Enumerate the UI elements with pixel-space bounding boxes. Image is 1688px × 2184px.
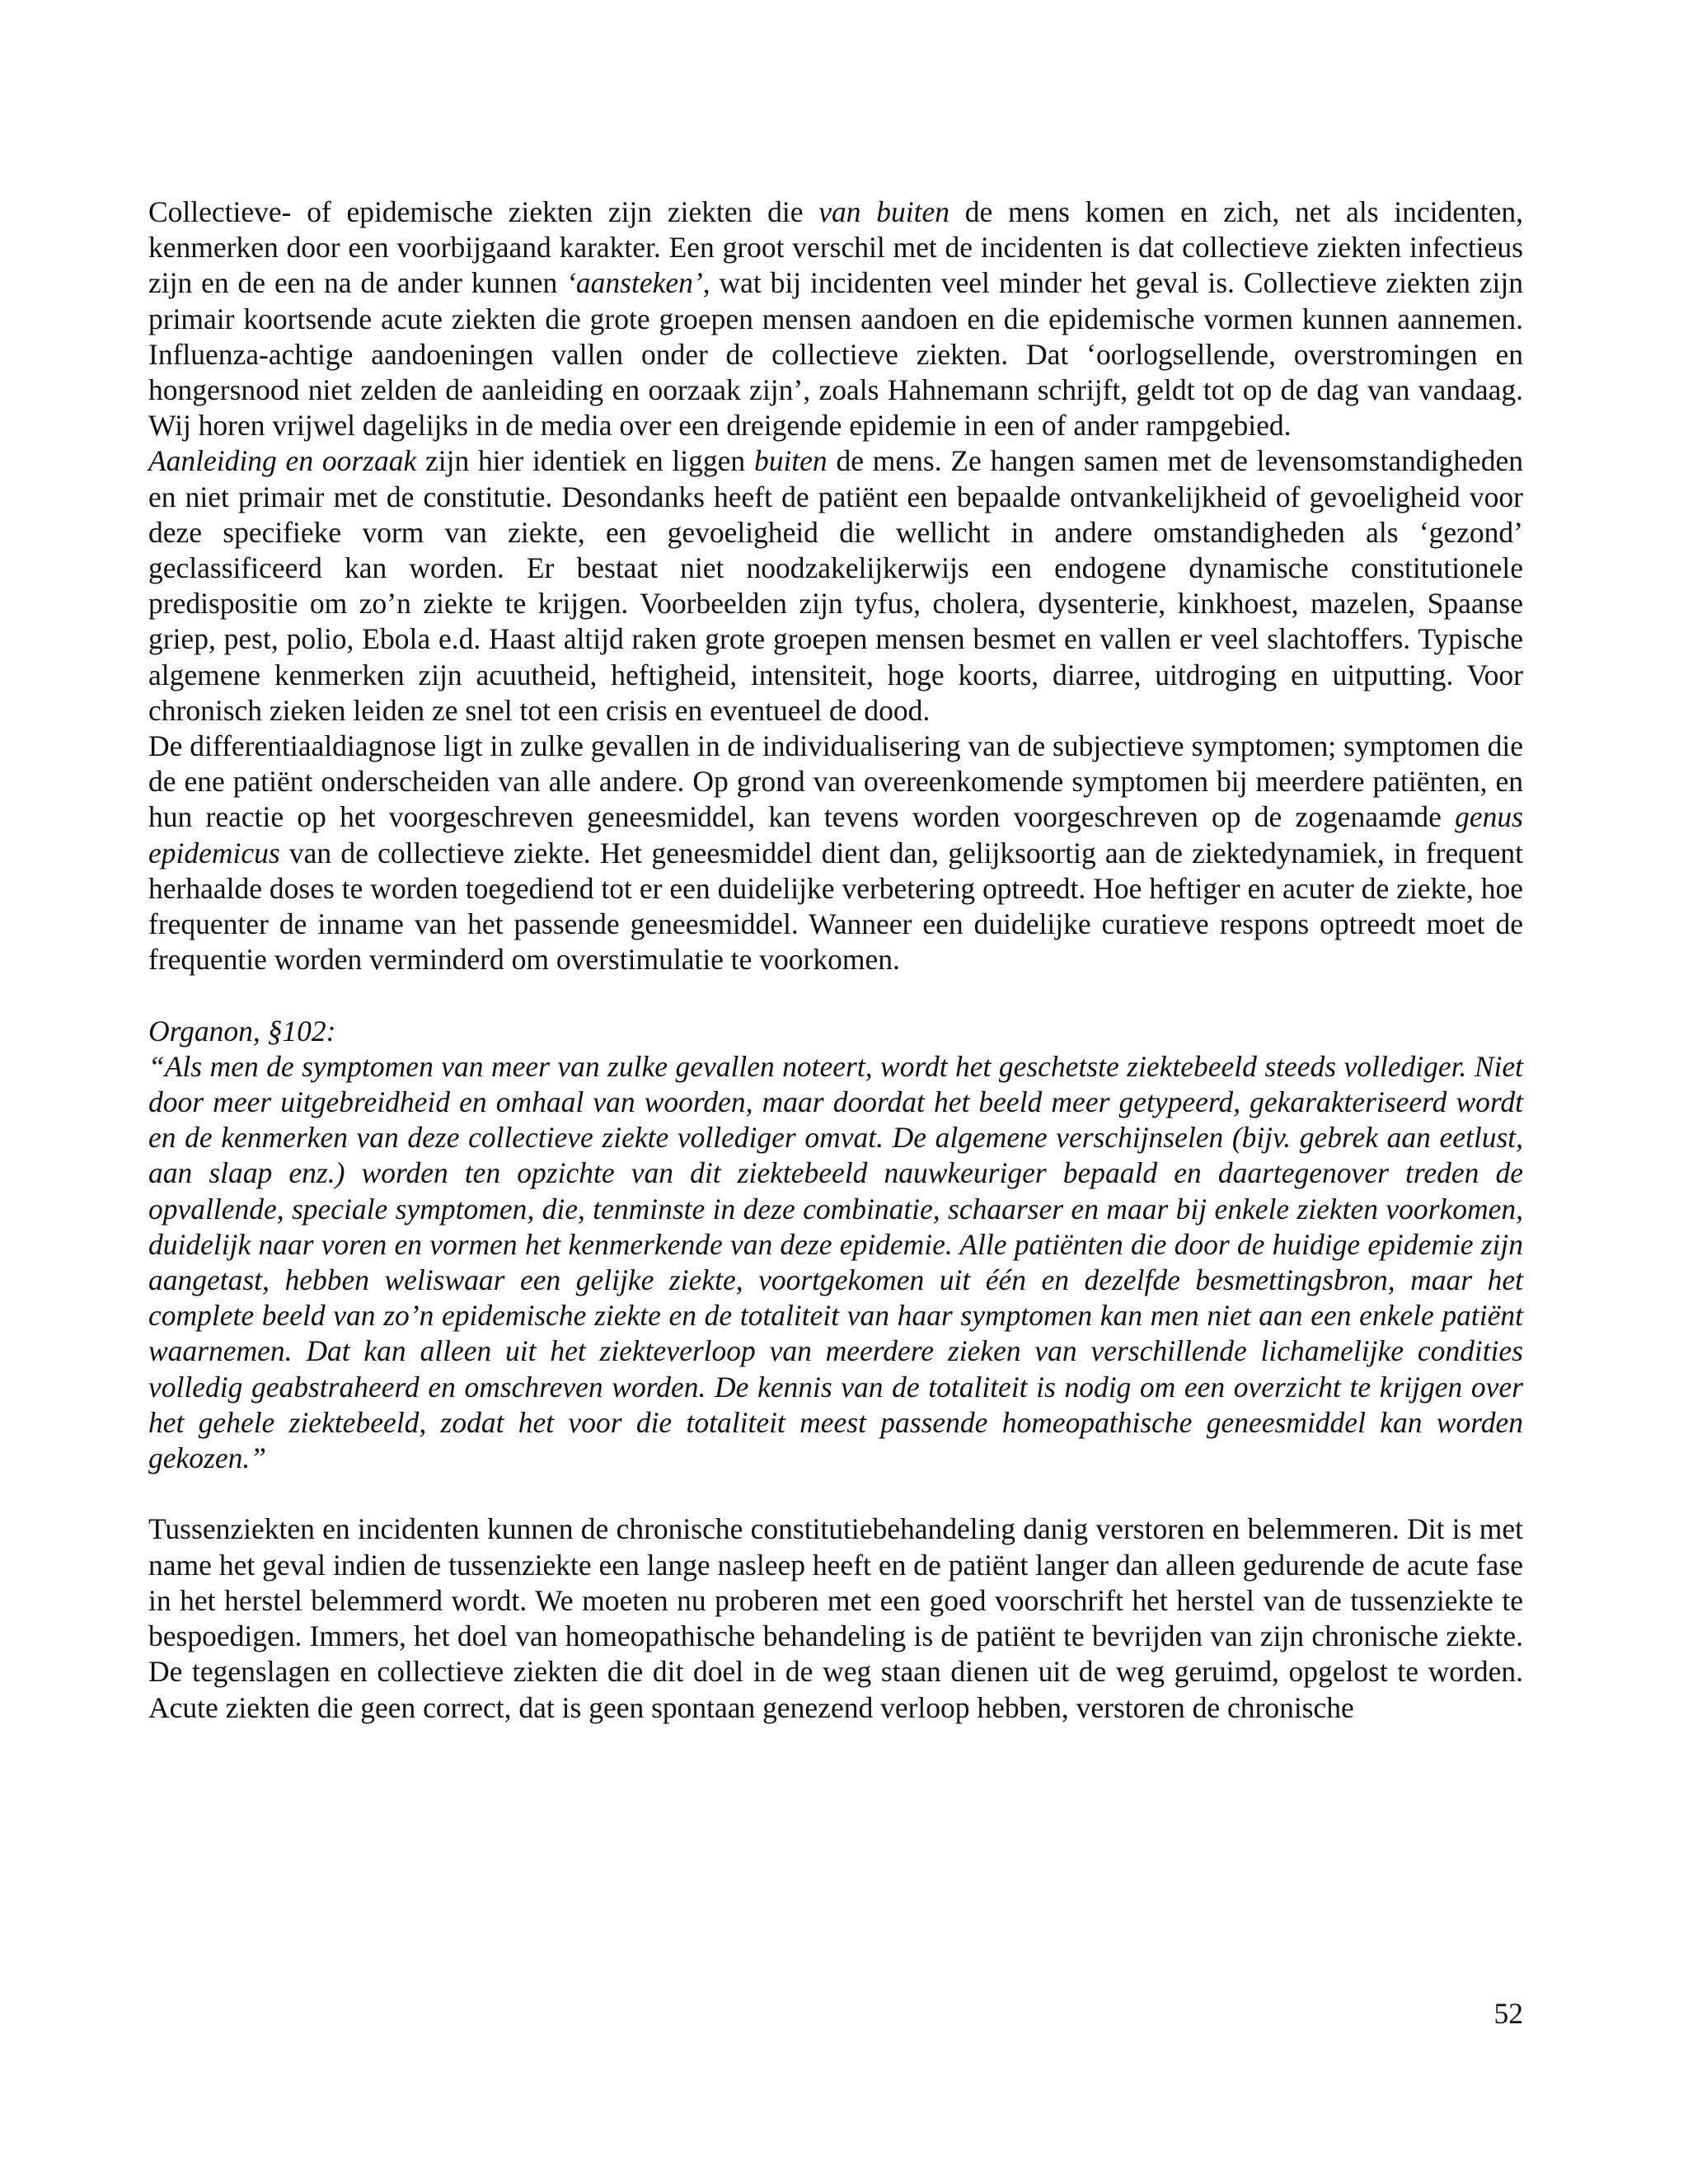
paragraph-differential-diagnosis	[148, 729, 1523, 977]
text-segment: van de collectieve ziekte. Het geneesmiddel dient dan, gelijksoortig aan de ziektedynamiek, in frequent herhaalde doses te worden toegediend tot er een duidelijke verbetering optreedt. Hoe heftiger en acuter de ziekte, hoe frequenter de inname van het passende geneesmiddel. Wanneer een duidelijke curatieve respons optreedt moet de frequentie worden verminderd om overstimulatie te voorkomen.	[148, 836, 1523, 977]
page-body	[148, 194, 1523, 1726]
paragraph-gap	[148, 977, 1523, 1013]
emphasis-buiten: buiten	[753, 444, 828, 478]
text-segment: zijn hier identiek en liggen	[416, 444, 754, 478]
emphasis-aansteken: ‘aansteken’	[566, 266, 703, 300]
paragraph-cause	[148, 443, 1523, 729]
emphasis-genus-epidemicus: genus epidemicus	[148, 800, 1523, 869]
text-segment: Collectieve- of epidemische ziekten zijn ziekten die	[148, 195, 819, 228]
paragraph-intercurrent-diseases: Tussenziekten en incidenten kunnen de chronische constitutiebehandeling danig verstoren en belemmeren. Dit is met name het geval indien de tussenziekte een lange nasleep heeft en de patiënt langer dan alleen gedurende de acute fase in het herstel belemmerd wordt. We moeten nu proberen met een goed voorschrift het herstel van de tussenziekte te bespoedigen. Immers, het doel van homeopathische behandeling is de patiënt te bevrijden van zijn chronische ziekte. De tegenslagen en collectieve ziekten die dit doel in de weg staan dienen uit de weg geruimd, opgelost te worden. Acute ziekten die geen correct, dat is geen spontaan genezend verloop hebben, verstoren de chronische	[148, 1512, 1523, 1724]
page-number: 52	[1493, 1997, 1523, 2030]
paragraph-gap	[148, 1476, 1523, 1511]
text-segment: , wat bij incidenten veel minder het geval is. Collectieve ziekten zijn primair koortsende acute ziekten die grote groepen mensen aandoen en die epidemische vormen kunnen aannemen. Influenza-achtige aandoeningen vallen onder de collectieve ziekten. Dat ‘oorlogsellende, overstromingen en hongersnood niet zelden de aanleiding en oorzaak zijn’, zoals Hahnemann schrijft, geldt tot op de dag van vandaag. Wij horen vrijwel dagelijks in de media over een dreigende epidemie in een of ander rampgebied.	[148, 266, 1523, 443]
text-segment: de mens. Ze hangen samen met de levensomstandigheden en niet primair met de constitutie. Desondanks heeft de patiënt een bepaalde ontvankelijkheid of gevoeligheid voor deze specifieke vorm van ziekte, een gevoeligheid die wellicht in andere omstandigheden als ‘gezond’ geclassificeerd kan worden. Er bestaat niet noodzakelijkerwijs een endogene dynamische constitutionele predispositie om zo’n ziekte te krijgen. Voorbeelden zijn tyfus, cholera, dysenterie, kinkhoest, mazelen, Spaanse griep, pest, polio, Ebola e.d. Haast altijd raken grote groepen mensen besmet en vallen er veel slachtoffers. Typische algemene kenmerken zijn acuutheid, heftigheid, intensiteit, hoge koorts, diarree, uitdroging en uitputting. Voor chronisch zieken leiden ze snel tot een crisis en eventueel de dood.	[148, 444, 1523, 727]
quote-reference: Organon, §102:	[148, 1014, 336, 1047]
quote-organon-102: “Als men de symptomen van meer van zulke gevallen noteert, wordt het geschetste ziektebeeld steeds vollediger. Niet door meer uitgebreidheid en omhaal van woorden, maar doordat het beeld meer getypeerd, gekarakteriseerd wordt en de kenmerken van deze collectieve ziekte vollediger omvat. De algemene verschijnselen (bijv. gebrek aan eetlust, aan slaap enz.) worden ten opzichte van dit ziektebeeld nauwkeuriger bepaald en daartegenover treden de opvallende, speciale symptomen, die, tenminste in deze combinatie, schaarser en maar bij enkele ziekten voorkomen, duidelijk naar voren en vormen het kenmerkende van deze epidemie. Alle patiënten die door de huidige epidemie zijn aangetast, hebben weliswaar een gelijke ziekte, voortgekomen uit één en dezelfde besmettingsbron, maar het complete beeld van zo’n epidemische ziekte en de totaliteit van haar symptomen kan men niet aan een enkele patiënt waarnemen. Dat kan alleen uit het ziekteverloop van meerdere zieken van verschillende lichamelijke condities volledig geabstraheerd en omschreven worden. De kennis van de totaliteit is nodig om een overzicht te krijgen over het gehele ziektebeeld, zodat het voor die totaliteit meest passende homeopathische geneesmiddel kan worden gekozen.”	[148, 1049, 1523, 1475]
emphasis-aanleiding-en-oorzaak: Aanleiding en oorzaak	[148, 444, 417, 478]
paragraph-collective-diseases	[148, 194, 1523, 443]
emphasis-van-buiten: van buiten	[818, 195, 950, 228]
text-segment: de mens komen en zich, net als incidenten, kenmerken door een voorbijgaand karakter. Een groot verschil met de incidenten is dat collectieve ziekten infectieus zijn en de een na de ander kunnen	[148, 195, 1523, 300]
text-segment: De differentiaaldiagnose ligt in zulke gevallen in de individualisering van de subjectieve symptomen; symptomen die de ene patiënt onderscheiden van alle andere. Op grond van overeenkomende symptomen bij meerdere patiënten, en hun reactie op het voorgeschreven geneesmiddel, kan tevens worden voorgeschreven op de zogenaamde	[148, 729, 1523, 834]
